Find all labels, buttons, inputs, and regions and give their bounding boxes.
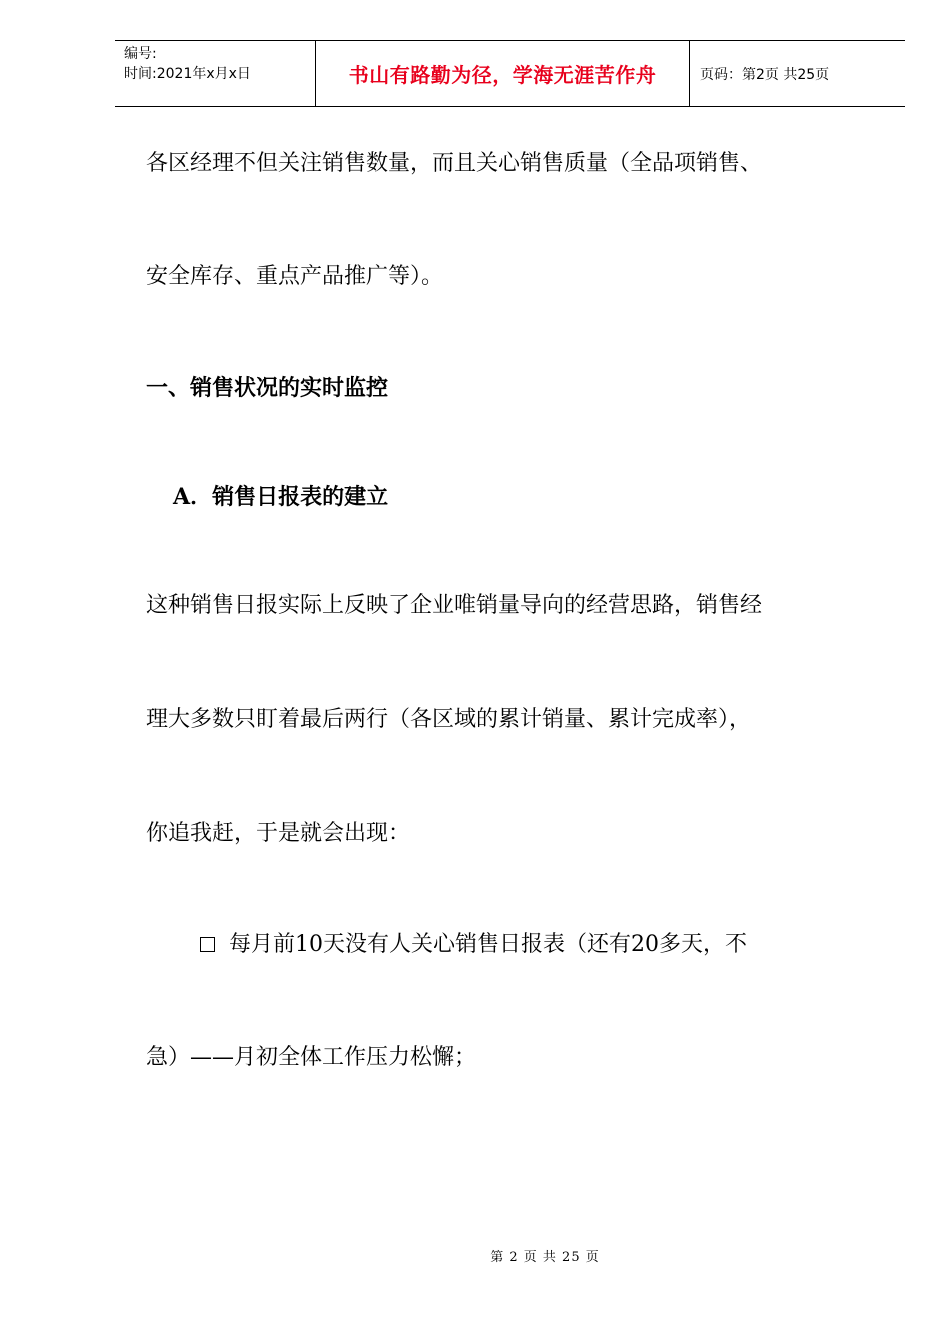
time-label: 时间:2021年x月x日	[124, 66, 251, 82]
page-footer: 第 2 页 共 25 页	[490, 1250, 600, 1265]
bullet-continuation: 急）——月初全体工作压力松懈；	[146, 1045, 477, 1070]
header-motto: 书山有路勤为径，学海无涯苦作舟	[316, 41, 690, 106]
checkbox-icon	[200, 937, 215, 952]
paragraph-line-1: 这种销售日报实际上反映了企业唯销量导向的经营思路，销售经	[146, 593, 763, 618]
bullet-item	[200, 930, 747, 960]
header-meta	[115, 41, 316, 106]
body-line-2: 安全库存、重点产品推广等）。	[146, 264, 444, 289]
paragraph-line-2: 理大多数只盯着最后两行（各区域的累计销量、累计完成率），	[146, 707, 752, 732]
number-label: 编号:	[124, 46, 157, 62]
subsection-heading: A．销售日报表的建立	[173, 484, 389, 510]
page-header	[115, 40, 905, 107]
paragraph-line-3: 你追我赶，于是就会出现：	[146, 821, 411, 846]
bullet-text: 每月前10天没有人关心销售日报表（还有20多天，不	[229, 932, 747, 957]
section-heading: 一、销售状况的实时监控	[146, 375, 389, 401]
header-page-info: 页码：第2页 共25页	[700, 66, 830, 83]
body-line-1: 各区经理不但关注销售数量，而且关心销售质量（全品项销售、	[146, 151, 763, 176]
